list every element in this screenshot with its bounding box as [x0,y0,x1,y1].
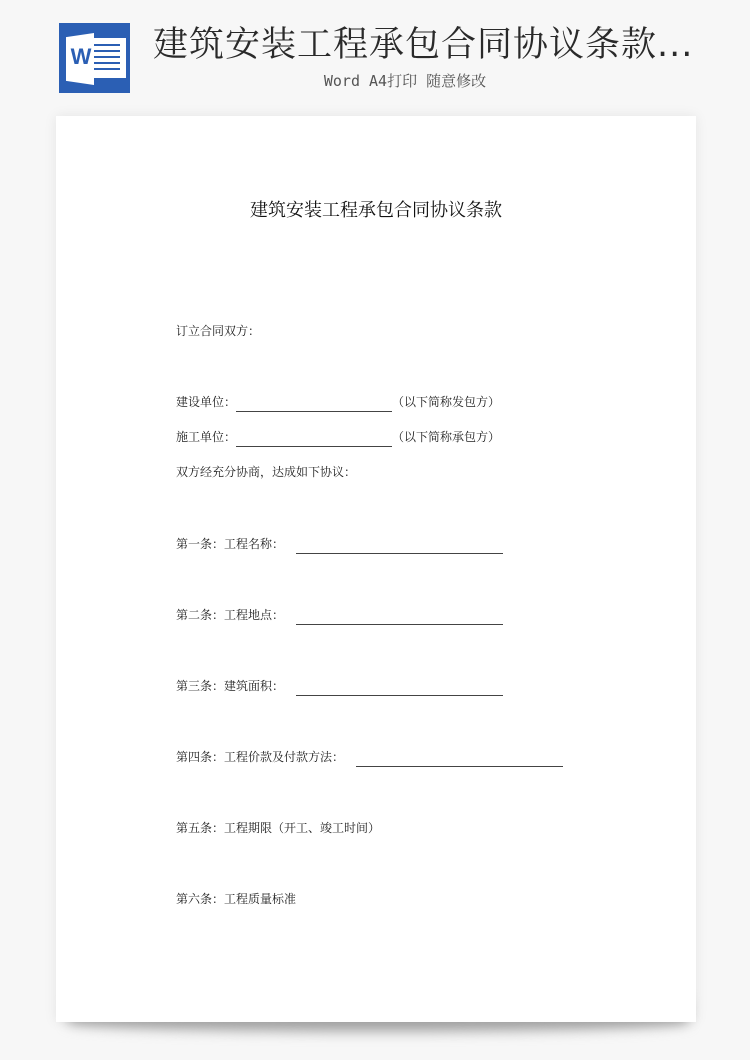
party-a-suffix: （以下简称发包方） [392,395,501,409]
article-2 [176,605,503,625]
document-page [56,116,696,1022]
article-5: 第五条：工程期限（开工、竣工时间） [176,821,381,835]
article-3-label: 第三条：建筑面积： [176,679,285,693]
article-1-label: 第一条：工程名称： [176,537,285,551]
parties-intro: 订立合同双方： [176,324,261,338]
word-icon-letter: W [70,44,92,69]
party-b-blank [236,432,392,447]
party-a-label: 建设单位： [176,395,237,409]
preview-header [0,0,750,110]
article-4-blank [356,752,563,767]
document-preview-subtitle: Word A4打印 随意修改 [323,72,487,90]
article-4 [176,747,563,767]
document-title: 建筑安装工程承包合同协议条款 [250,200,502,221]
article-1 [176,534,503,554]
article-2-blank [296,610,503,625]
agreement-intro: 双方经充分协商，达成如下协议： [176,465,357,479]
party-a-blank [236,397,392,412]
article-2-label: 第二条：工程地点： [176,608,285,622]
party-b-line [176,427,500,447]
article-1-blank [296,539,503,554]
party-b-suffix: （以下简称承包方） [392,430,501,444]
article-6: 第六条：工程质量标准 [176,892,297,906]
party-b-label: 施工单位： [176,430,237,444]
document-preview-title: 建筑安装工程承包合同协议条款... [153,25,694,65]
party-a-line [176,392,500,412]
article-4-label: 第四条：工程价款及付款方法： [176,750,345,764]
article-3-blank [296,681,503,696]
article-3 [176,676,503,696]
